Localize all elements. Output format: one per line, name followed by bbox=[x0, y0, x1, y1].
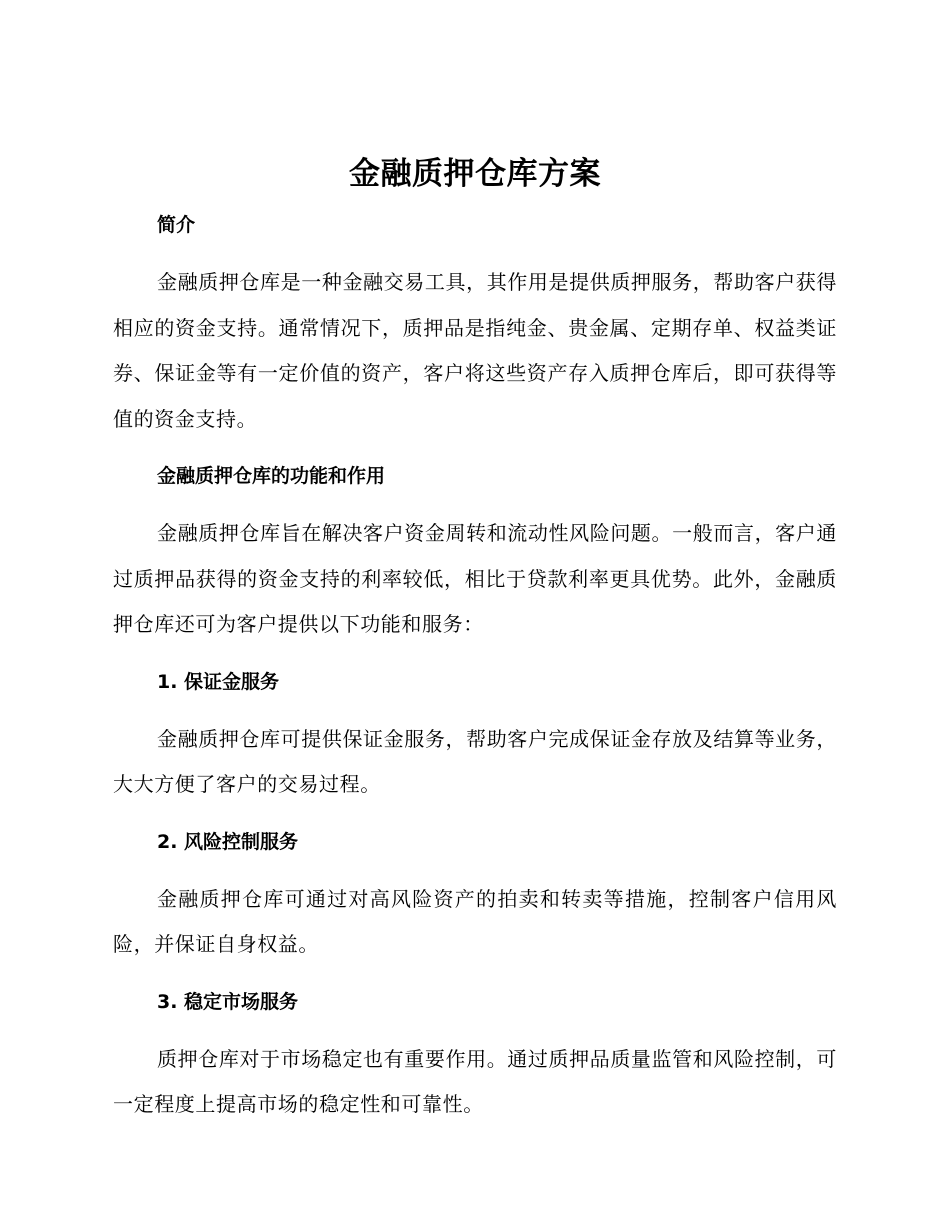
section-intro bbox=[113, 202, 837, 442]
section-paragraph: 金融质押仓库是一种金融交易工具，其作用是提供质押服务，帮助客户获得相应的资金支持。通常情况下，质押品是指纯金、贵金属、定期存单、权益类证券、保证金等有一定价值的资产，客户将这些资产存入质押仓库后，即可获得等值的资金支持。 bbox=[113, 270, 837, 431]
section-risk-control bbox=[113, 819, 837, 968]
section-heading: 3. 稳定市场服务 bbox=[157, 990, 299, 1013]
section-market-stability bbox=[113, 979, 837, 1128]
section-heading: 1. 保证金服务 bbox=[157, 670, 280, 693]
section-paragraph: 金融质押仓库旨在解决客户资金周转和流动性风险问题。一般而言，客户通过质押品获得的资金支持的利率较低，相比于贷款利率更具优势。此外，金融质押仓库还可为客户提供以下功能和服务： bbox=[113, 521, 837, 636]
section-heading: 金融质押仓库的功能和作用 bbox=[157, 465, 386, 487]
section-heading: 2. 风险控制服务 bbox=[157, 830, 299, 853]
section-paragraph: 金融质押仓库可通过对高风险资产的拍卖和转卖等措施，控制客户信用风险，并保证自身权益。 bbox=[113, 886, 837, 956]
section-margin-service bbox=[113, 659, 837, 808]
section-paragraph: 金融质押仓库可提供保证金服务，帮助客户完成保证金存放及结算等业务，大大方便了客户的交易过程。 bbox=[113, 726, 837, 796]
section-paragraph: 质押仓库对于市场稳定也有重要作用。通过质押品质量监管和风险控制，可一定程度上提高市场的稳定性和可靠性。 bbox=[113, 1046, 837, 1116]
section-functions bbox=[113, 453, 837, 648]
section-heading: 简介 bbox=[157, 214, 196, 236]
document-title: 金融质押仓库方案 bbox=[349, 156, 601, 192]
